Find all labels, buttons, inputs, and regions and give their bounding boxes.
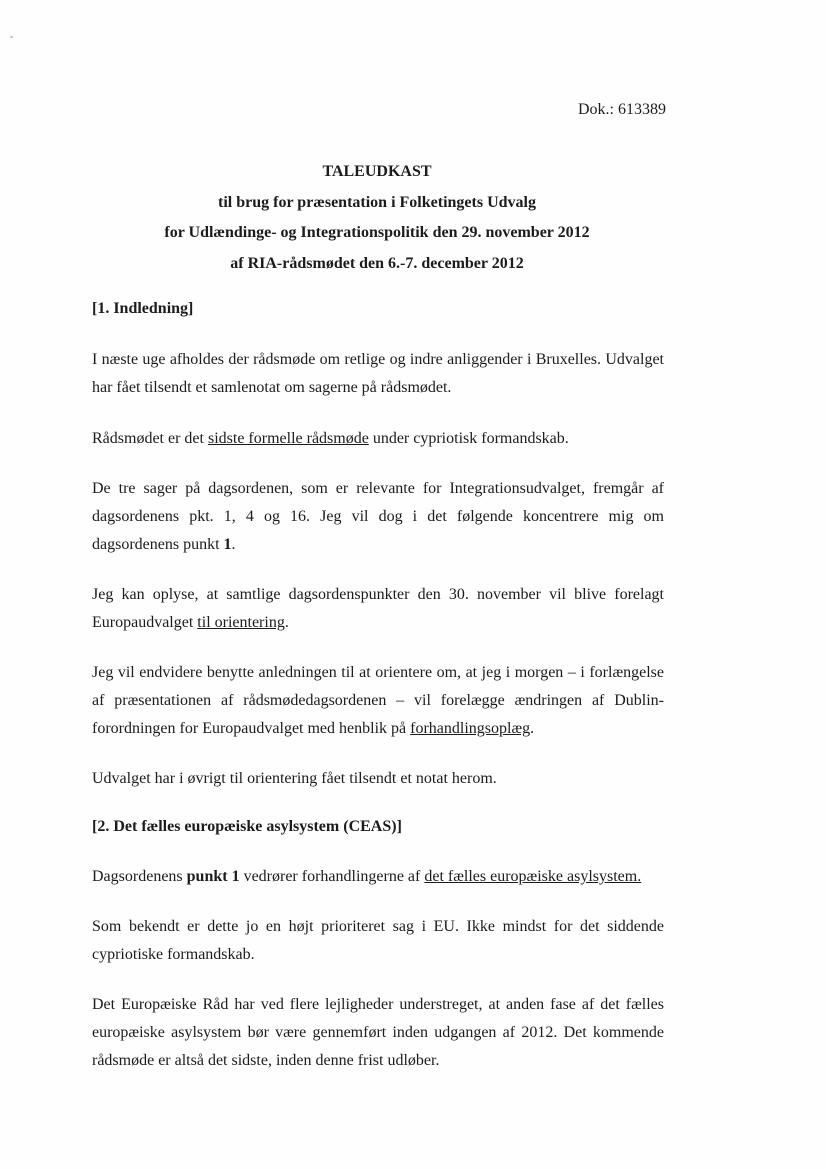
text-run: under cypriotisk formandskab. [368, 430, 569, 447]
document-body [92, 295, 664, 1075]
underlined-text: sidste formelle rådsmøde [207, 430, 369, 447]
paragraph-intro-1: I næste uge afholdes der rådsmøde om retlige og indre anliggender i Bruxelles. Udvalget har fået tilsendt et samlenotat om sagerne på rådsmødet. [92, 351, 664, 396]
underlined-text: det fælles europæiske asylsystem. [424, 868, 642, 885]
title-line-2: til brug for præsentation i Folketingets Udvalg [218, 193, 536, 211]
text-run: Rådsmødet er det [92, 430, 208, 447]
section-heading-ceas: [2. Det fælles europæiske asylsystem (CEAS)] [92, 818, 402, 835]
text-run: . [530, 720, 535, 737]
text-run: Dagsordenens [92, 868, 187, 885]
text-run: . [284, 614, 289, 631]
paragraph-intro-2 [92, 425, 664, 453]
title-block [0, 157, 754, 279]
paragraph-ceas-2: Som bekendt er dette jo en højt prioriteret sag i EU. Ikke mindst for det siddende cypriotiske formandskab. [92, 918, 664, 963]
scan-speck [10, 36, 13, 38]
title-main: TALEUDKAST [322, 163, 432, 180]
paragraph-intro-5 [92, 659, 664, 743]
text-run: Jeg vil endvidere benytte anledningen til at orientere om, at jeg i morgen – i forlængelse af præsentationen af rådsmødedagsordenen – vil forelægge ændringen af Dublin-forordningen for Europaudvalget med henblik på [92, 664, 664, 737]
title-line-4: af RIA-rådsmødet den 6.-7. december 2012 [230, 254, 524, 272]
paragraph-intro-4 [92, 581, 664, 637]
underlined-text: forhandlingsoplæg [410, 720, 531, 737]
bold-text: 1 [223, 536, 232, 553]
paragraph-ceas-1 [92, 863, 664, 891]
text-run: . [231, 536, 236, 553]
text-run: De tre sager på dagsordenen, som er relevante for Integrationsudvalget, fremgår af dagsordenens pkt. 1, 4 og 16. Jeg vil dog i det følgende koncentrere mig om dagsordenens punkt [92, 480, 664, 553]
title-line-3: for Udlændinge- og Integrationspolitik den 29. november 2012 [164, 224, 590, 241]
section-heading-introduction: [1. Indledning] [92, 300, 194, 317]
text-run: Jeg kan oplyse, at samtlige dagsordenspunkter den 30. november vil blive forelagt Europaudvalget [92, 586, 664, 631]
bold-text: punkt 1 [186, 868, 240, 885]
underlined-text: til orientering [197, 614, 285, 631]
paragraph-intro-3 [92, 475, 664, 559]
text-run: vedrører forhandlingerne af [239, 868, 425, 885]
paragraph-intro-6: Udvalget har i øvrigt til orientering fået tilsendt et notat herom. [92, 770, 497, 787]
paragraph-ceas-3: Det Europæiske Råd har ved flere lejligheder understreget, at anden fase af det fælles europæiske asylsystem bør være gennemført inden udgangen af 2012. Det kommende rådsmøde er altså det sidste, inden denne frist udløber. [92, 996, 664, 1069]
document-number: Dok.: 613389 [578, 101, 666, 118]
